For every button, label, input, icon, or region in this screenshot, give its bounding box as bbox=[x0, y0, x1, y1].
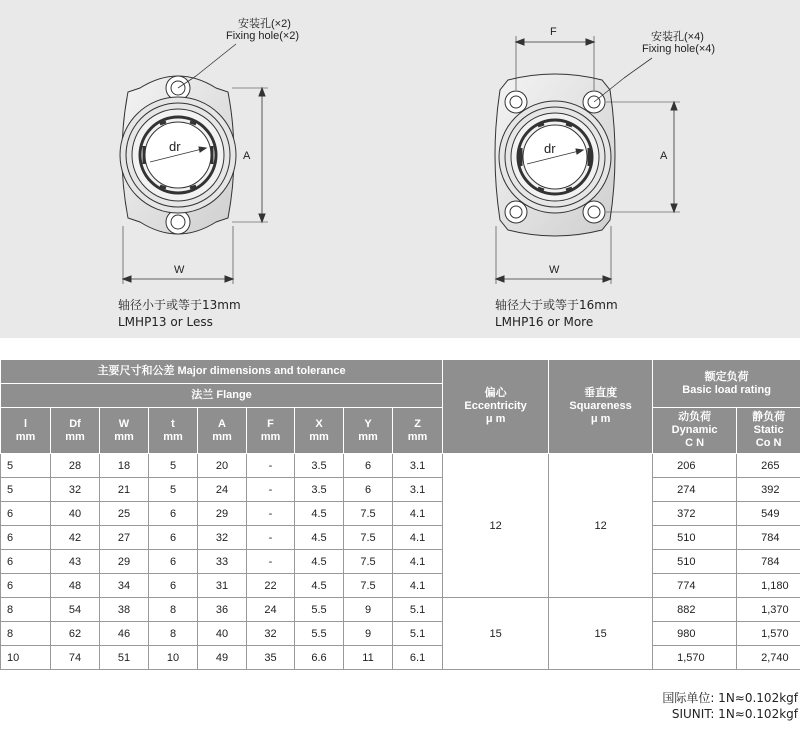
col-header: Y mm bbox=[344, 408, 393, 454]
left-dim-a: A bbox=[243, 150, 251, 162]
right-hole-label-en: Fixing hole(×4) bbox=[642, 43, 716, 55]
dynamic-load-cell: 206 bbox=[653, 454, 737, 478]
right-dim-f: F bbox=[550, 26, 557, 38]
table-cell: 40 bbox=[198, 622, 247, 646]
table-cell: 4.1 bbox=[393, 574, 443, 598]
table-cell: 3.5 bbox=[295, 454, 344, 478]
table-cell: 7.5 bbox=[344, 574, 393, 598]
table-cell: 6 bbox=[149, 574, 198, 598]
right-dim-w: W bbox=[549, 264, 560, 276]
table-cell: 4.5 bbox=[295, 502, 344, 526]
table-cell: 4.1 bbox=[393, 502, 443, 526]
table-cell: 6 bbox=[149, 550, 198, 574]
table-cell: 3.1 bbox=[393, 478, 443, 502]
right-hole-label-cn: 安装孔(×4) bbox=[651, 31, 704, 43]
eccentricity-value: 15 bbox=[443, 598, 549, 670]
left-hole-label-en: Fixing hole(×2) bbox=[226, 30, 300, 42]
spec-table-body bbox=[1, 454, 800, 670]
col-header: l mm bbox=[1, 408, 51, 454]
table-cell: 28 bbox=[51, 454, 100, 478]
col-header: F mm bbox=[247, 408, 295, 454]
table-cell: 29 bbox=[198, 502, 247, 526]
table-cell: 6 bbox=[1, 502, 51, 526]
table-cell: 3.1 bbox=[393, 454, 443, 478]
table-cell: 31 bbox=[198, 574, 247, 598]
col-header: Z mm bbox=[393, 408, 443, 454]
col-header: W mm bbox=[100, 408, 149, 454]
table-cell: 6.6 bbox=[295, 646, 344, 670]
squareness-value: 15 bbox=[549, 598, 653, 670]
left-caption-cn: 轴径小于或等于13mm bbox=[118, 298, 241, 312]
dynamic-load-cell: 510 bbox=[653, 550, 737, 574]
col-header: Df mm bbox=[51, 408, 100, 454]
eccentricity-header: 偏心 Eccentricity μ m bbox=[443, 360, 549, 454]
right-dr-label: dr bbox=[544, 141, 556, 156]
table-cell: 6.1 bbox=[393, 646, 443, 670]
table-cell: 5 bbox=[1, 454, 51, 478]
table-cell: 5 bbox=[1, 478, 51, 502]
table-cell: 54 bbox=[51, 598, 100, 622]
right-dim-a: A bbox=[660, 150, 668, 162]
major-dimensions-header: 主要尺寸和公差 Major dimensions and tolerance bbox=[1, 360, 443, 384]
dynamic-load-cell: 1,570 bbox=[653, 646, 737, 670]
table-cell: 40 bbox=[51, 502, 100, 526]
col-header: A mm bbox=[198, 408, 247, 454]
table-cell: 7.5 bbox=[344, 502, 393, 526]
table-cell: 48 bbox=[51, 574, 100, 598]
table-cell: 8 bbox=[149, 598, 198, 622]
table-cell: - bbox=[247, 526, 295, 550]
table-cell: 6 bbox=[344, 454, 393, 478]
table-cell: 4.5 bbox=[295, 550, 344, 574]
table-cell: 3.5 bbox=[295, 478, 344, 502]
table-cell: 32 bbox=[51, 478, 100, 502]
table-cell: 8 bbox=[1, 622, 51, 646]
table-cell: 11 bbox=[344, 646, 393, 670]
table-cell: 22 bbox=[247, 574, 295, 598]
table-cell: 5.5 bbox=[295, 598, 344, 622]
table-cell: 6 bbox=[1, 526, 51, 550]
table-row bbox=[1, 454, 800, 478]
table-cell: 36 bbox=[198, 598, 247, 622]
table-row bbox=[1, 598, 800, 622]
left-dim-w: W bbox=[174, 264, 185, 276]
static-load-cell: 549 bbox=[737, 502, 800, 526]
table-cell: 29 bbox=[100, 550, 149, 574]
static-load-cell: 392 bbox=[737, 478, 800, 502]
static-load-cell: 1,180 bbox=[737, 574, 800, 598]
table-cell: 6 bbox=[149, 526, 198, 550]
load-rating-header: 额定负荷 Basic load rating bbox=[653, 360, 800, 408]
dynamic-load-cell: 774 bbox=[653, 574, 737, 598]
table-cell: 21 bbox=[100, 478, 149, 502]
static-load-cell: 1,370 bbox=[737, 598, 800, 622]
table-cell: 27 bbox=[100, 526, 149, 550]
table-cell: 35 bbox=[247, 646, 295, 670]
table-cell: 74 bbox=[51, 646, 100, 670]
table-row bbox=[1, 574, 800, 598]
table-cell: 24 bbox=[198, 478, 247, 502]
dynamic-load-cell: 510 bbox=[653, 526, 737, 550]
table-row bbox=[1, 526, 800, 550]
right-caption-cn: 轴径大于或等于16mm bbox=[495, 298, 618, 312]
table-cell: 5 bbox=[149, 454, 198, 478]
static-header: 静负荷 Static Co N bbox=[737, 408, 800, 454]
right-caption-en: LMHP16 or More bbox=[495, 315, 594, 329]
static-load-cell: 2,740 bbox=[737, 646, 800, 670]
table-cell: 7.5 bbox=[344, 526, 393, 550]
table-row bbox=[1, 550, 800, 574]
table-cell: 20 bbox=[198, 454, 247, 478]
table-cell: 9 bbox=[344, 622, 393, 646]
table-row bbox=[1, 478, 800, 502]
table-row bbox=[1, 646, 800, 670]
table-cell: 4.1 bbox=[393, 550, 443, 574]
dynamic-load-cell: 274 bbox=[653, 478, 737, 502]
eccentricity-value: 12 bbox=[443, 454, 549, 598]
unit-note-cn: 国际单位: 1N≈0.102kgf bbox=[662, 691, 798, 705]
table-cell: 5 bbox=[149, 478, 198, 502]
table-cell: 34 bbox=[100, 574, 149, 598]
table-cell: 6 bbox=[1, 550, 51, 574]
table-cell: 42 bbox=[51, 526, 100, 550]
table-cell: 10 bbox=[149, 646, 198, 670]
table-cell: - bbox=[247, 454, 295, 478]
table-cell: 33 bbox=[198, 550, 247, 574]
table-row bbox=[1, 622, 800, 646]
table-cell: 5.1 bbox=[393, 622, 443, 646]
table-cell: 6 bbox=[1, 574, 51, 598]
table-cell: - bbox=[247, 502, 295, 526]
table-cell: 46 bbox=[100, 622, 149, 646]
table-row bbox=[1, 502, 800, 526]
table-cell: 62 bbox=[51, 622, 100, 646]
dynamic-load-cell: 372 bbox=[653, 502, 737, 526]
table-cell: 8 bbox=[149, 622, 198, 646]
static-load-cell: 784 bbox=[737, 526, 800, 550]
left-hole-label-cn: 安装孔(×2) bbox=[238, 18, 291, 30]
table-cell: 4.5 bbox=[295, 574, 344, 598]
table-cell: 18 bbox=[100, 454, 149, 478]
table-cell: 8 bbox=[1, 598, 51, 622]
table-cell: 38 bbox=[100, 598, 149, 622]
table-cell: 43 bbox=[51, 550, 100, 574]
static-load-cell: 784 bbox=[737, 550, 800, 574]
table-cell: 6 bbox=[344, 478, 393, 502]
table-cell: 24 bbox=[247, 598, 295, 622]
table-cell: 9 bbox=[344, 598, 393, 622]
left-dr-label: dr bbox=[169, 139, 181, 154]
table-cell: - bbox=[247, 550, 295, 574]
table-cell: 5.5 bbox=[295, 622, 344, 646]
dynamic-load-cell: 882 bbox=[653, 598, 737, 622]
static-load-cell: 1,570 bbox=[737, 622, 800, 646]
flange-4-hole bbox=[495, 36, 680, 284]
table-cell: 51 bbox=[100, 646, 149, 670]
table-cell: 10 bbox=[1, 646, 51, 670]
table-cell: 49 bbox=[198, 646, 247, 670]
table-cell: - bbox=[247, 478, 295, 502]
drawing-panel bbox=[0, 0, 800, 338]
dynamic-header: 动负荷 Dynamic C N bbox=[653, 408, 737, 454]
squareness-header: 垂直度 Squareness μ m bbox=[549, 360, 653, 454]
spec-table bbox=[0, 359, 800, 670]
table-cell: 4.1 bbox=[393, 526, 443, 550]
column-header-row bbox=[1, 408, 800, 454]
flange-header: 法兰 Flange bbox=[1, 384, 443, 408]
table-cell: 7.5 bbox=[344, 550, 393, 574]
col-header: t mm bbox=[149, 408, 198, 454]
table-cell: 6 bbox=[149, 502, 198, 526]
squareness-value: 12 bbox=[549, 454, 653, 598]
col-header: X mm bbox=[295, 408, 344, 454]
left-caption-en: LMHP13 or Less bbox=[118, 315, 213, 329]
table-cell: 32 bbox=[247, 622, 295, 646]
table-cell: 4.5 bbox=[295, 526, 344, 550]
dynamic-load-cell: 980 bbox=[653, 622, 737, 646]
unit-note-en: SIUNIT: 1N≈0.102kgf bbox=[671, 707, 798, 721]
static-load-cell: 265 bbox=[737, 454, 800, 478]
table-cell: 5.1 bbox=[393, 598, 443, 622]
flange-2-hole bbox=[120, 44, 268, 284]
table-cell: 25 bbox=[100, 502, 149, 526]
table-cell: 32 bbox=[198, 526, 247, 550]
